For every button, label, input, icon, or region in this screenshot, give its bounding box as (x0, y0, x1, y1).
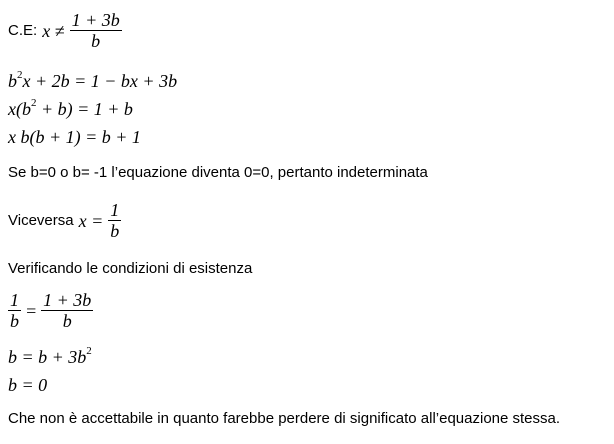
equation-4 (8, 290, 93, 331)
eq1-exponent: 2 (17, 69, 23, 81)
viceversa-line (8, 200, 121, 241)
eq2-pre: x(b (8, 99, 31, 119)
ce-fraction (70, 10, 122, 51)
viceversa-lhs: x = (78, 210, 104, 231)
ce-numerator: 1 + 3b (71, 10, 120, 30)
eq2-post: + b) = 1 + b (36, 99, 133, 119)
eq1-base: b (8, 71, 17, 91)
eq4-equals: = (25, 300, 38, 321)
viceversa-numerator: 1 (110, 200, 120, 220)
eq4-right-fraction (41, 290, 93, 331)
eq2-exponent: 2 (30, 97, 37, 109)
equation-6: b = 0 (8, 375, 48, 395)
eq4-left-fraction (8, 290, 21, 331)
viceversa-denominator: b (110, 221, 120, 241)
eq4-left-numerator: 1 (10, 290, 19, 310)
equation-5 (8, 345, 92, 367)
eq4-left-denominator: b (10, 311, 19, 331)
viceversa-fraction (108, 200, 121, 241)
eq4-right-denominator: b (62, 311, 72, 331)
ce-line (8, 10, 122, 51)
ce-lhs: x ≠ (42, 20, 65, 41)
verification-line: Verificando le condizioni di esistenza (8, 260, 253, 277)
ce-denominator: b (91, 31, 101, 51)
viceversa-label: Viceversa (8, 211, 74, 229)
conclusion-line: Che non è accettabile in quanto farebbe perdere di significato all’equazione stessa. (8, 410, 561, 427)
equation-2 (8, 97, 133, 119)
indeterminate-line: Se b=0 o b= -1 l’equazione diventa 0=0, pertanto indeterminata (8, 164, 428, 181)
eq5-exponent: 2 (86, 345, 92, 357)
ce-label: C.E: (8, 21, 38, 39)
eq1-rest: x + 2b = 1 − bx + 3b (22, 71, 178, 91)
equation-1 (8, 69, 178, 91)
equation-3: x b(b + 1) = b + 1 (8, 127, 141, 147)
eq5-pre: b = b + 3b (8, 347, 87, 367)
eq4-right-numerator: 1 + 3b (43, 290, 92, 310)
